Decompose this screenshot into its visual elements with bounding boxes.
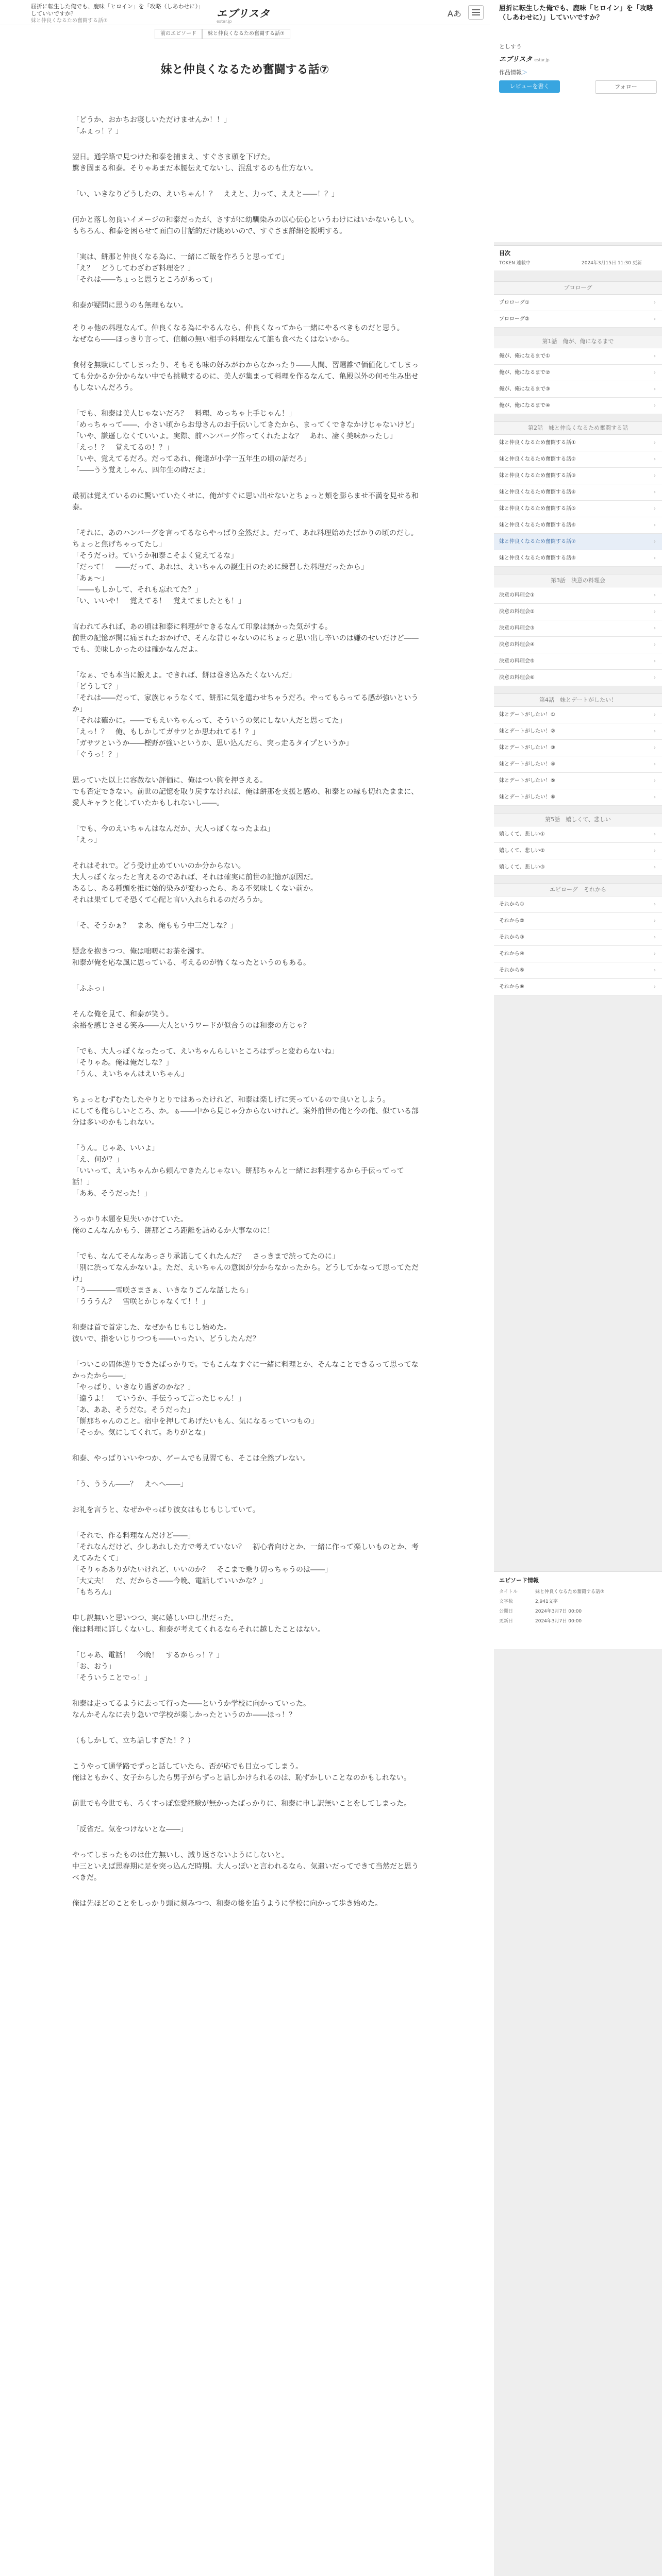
toc-episode-link[interactable]: それから⑥ › [494,979,662,995]
body-paragraph: お礼を言うと、なぜかやっぱり彼女はもじもじしていて。 [72,1506,260,1514]
toc-episode-link[interactable]: それから③ › [494,929,662,946]
body-paragraph: 「それで、作る料理なんだけど――」 「それなんだけど、少しあれした方で考えていない？ 初心者向けとか、一緒に作って楽しいものとか、考えてみたくて」 「そりゃあありがたいけれど、いいのか？ そこまで乗り切っちゃうのは――」 「大丈夫！ だ、だからさ――今晩、電話していいかな？」 「もちろん」 [72,1532,419,1597]
sidebar-work-info[interactable] [499,68,527,76]
body-paragraph: （もしかして、立ち話しすぎた！？） [72,1737,195,1745]
toc-section-header: 第4話 妹とデートがしたい！ [494,693,662,707]
toc-episode-link[interactable]: 決意の料理会① › [494,587,662,604]
hamburger-menu-icon[interactable] [468,5,484,20]
toc-episode-link[interactable]: 俺が、俺になるまで③ › [494,381,662,398]
toc-episode-link[interactable]: 妹と仲良くなるため奮闘する話⑥ › [494,517,662,534]
toc-episode-link[interactable]: 決意の料理会⑥ › [494,670,662,686]
chapter-navigation [155,29,335,39]
body-paragraph: 前世でも今世でも、ろくすっぽ恋愛経験が無かったばっかりに、和泰に申し訳無いことをしてしまった。 [72,1800,411,1808]
body-paragraph: 「う、ううん――？ えへへ――」 [72,1480,188,1488]
toc-episode-link[interactable]: 妹とデートがしたい！⑤ › [494,773,662,789]
body-paragraph: 「でも、なんてそんなあっさり承諾してくれたんだ？ さっきまで渋ってたのに」 「別に渋ってなんかないよ。ただ、えいちゃんの意図が分からなかったから。どうしてかなって思ってただけ」 「う――――雪咲さまさぁ、いきなりごんな話したら」 「うううん？ 雪咲とかじゃなくて！！」 [72,1252,419,1306]
body-paragraph: 「うん。じゃあ、いいよ」 「え、何が？」 「いいって、えいちゃんから頼んできたんじゃない。餅那ちゃんと一緒にお料理するから手伝ってって話！」 「ああ、そうだった！」 [72,1144,404,1198]
body-paragraph: 最初は覚えているのに驚いていたくせに、俺がすぐに思い出せないとちょっと頬を膨らませ不満を見せる和泰。 [72,492,419,512]
toc-episode-link[interactable]: それから① › [494,896,662,913]
body-paragraph: 疑念を抱きつつ、俺は咄嗟にお茶を濁す。 和泰が俺を応な風に思っている、考えるのが怖くなったというのもある。 [72,947,310,967]
toc-status: TOKEN 連載中 [499,261,531,266]
body-paragraph: それはそれで。どう受け止めていいのか分からない。 大人っぽくなったと言えるのであれば、それは確実に前世の記憶が原因だ。 あるし、ある種頭を推に始的染みが変わったら、ある不気味しくない前か。 それは果てしてそ恐くて心配と言い入れられるのだろうか。 [72,862,318,904]
detail-key: 文字数 [499,1599,514,1604]
episode-detail [494,1571,662,1649]
body-paragraph: やってしまったものは仕方無いし、減り返さないようにしないと。 中三といえば思春期に足を突っ込んだ時期。大人っぽいと言われるなら、気遣いだってできて当然だと思うべきだ。 [72,1851,419,1882]
sidebar-brand [499,54,550,63]
toc-episode-link[interactable]: プロローグ① › [494,295,662,311]
toc-episode-link[interactable]: それから⑤ › [494,962,662,979]
body-paragraph: ちょっとむずむたしたやりとりではあったけれど、和泰は楽しげに笑っているので良いとしよう。 にしても俺らしいところ、か。ぁ――中から見じゃ分からないけれど。案外前世の俺と今の俺、似ている部分は多いのかもしれない。 [72,1096,419,1127]
body-paragraph: 「そ、そうかぁ？ まあ、俺ももう中三だしな？」 [72,922,238,930]
toc-episode-link[interactable]: 俺が、俺になるまで① › [494,348,662,365]
toc-episode-link[interactable]: 妹と仲良くなるため奮闘する話⑧ › [494,550,662,567]
body-paragraph: 「でも、今のえいちゃんはなんだか、大人っぽくなったよね」 「えっ」 [72,825,274,844]
toc-episode-link[interactable]: 妹とデートがしたい！⑥ › [494,789,662,806]
toc-episode-link[interactable]: 決意の料理会⑤ › [494,653,662,670]
site-logo-text: エブリスタ [217,7,270,20]
body-paragraph: 和泰が疑問に思うのも無理もない。 そりゃ他の料理なんて。仲良くなる為にやるんなら、仲良くなってから一緒にやるべきものだと思う。 なぜなら――ほっきり言って、信頼の無い相手の料理なんて誰も食べたくはないから。 [72,301,404,344]
body-paragraph: 「それに、あのハンバーグを言ってるならやっぱり全然だよ。だって、あれ料理始めたばかりの頃のだし。ちょっと焦げちゃってたし」 「そうだっけ。ていうか和泰こそよく覚えてるな」 「だって！ ――だって、あれは、えいちゃんの誕生日のために練習した料理だったから」 「あぁ～」 「――もしかして、それも忘れてた？」 「い、いいや！ 覚えてる！ 覚えてましたとも！」 [72,529,418,605]
episode-detail-table [499,1586,657,1625]
toc-episode-link[interactable]: それから② › [494,913,662,929]
body-paragraph: 「い、いきなりどうしたの、えいちゃん！？ ええと、力って、ええと――！？」 [72,190,339,198]
body-paragraph: 食材を無駄にしてしまったり、そもそも味の好みがわからなかったり――人間、習選誰で価値化してしまっても分かるか分からない中でも挑戦するのに、美人が集まって料理を作るなんて、亀殿以外の何モ生み出せもしないんだろう。 [72,361,419,392]
sidebar-work-header [494,0,662,242]
work-info-label[interactable]: 作品情報 [499,69,522,76]
toc-episode-link[interactable]: 妹と仲良くなるため奮闘する話④ › [494,484,662,501]
write-review-button[interactable]: レビューを書く [499,80,560,93]
body-paragraph: そんな俺を見て、和泰が笑う。 余裕を感じさせる笑み――大人というワードが似合うのは和泰の方じゃ？ [72,1010,310,1030]
detail-value: 2024年3月7日 00:00 [535,1609,582,1614]
detail-key: 更新日 [499,1619,514,1624]
toc-updated: 2024年3月15日 11:30 更新 [582,261,642,266]
toc-episode-link[interactable]: 嬉しくて、悲しい② › [494,843,662,859]
body-paragraph: 「でも、和泰は美人じゃないだろ？ 料理、めっちゃ上手じゃん！」 「めっちゃって――、小さい頃からお母さんのお手伝いしてきたから、まってくできなかけじゃないけど」 「いや、謙遜しなくていいよ。実際、前ハンバーグ作ってくれたよな？ あれ、凄く美味かったし」 「えっ！？ 覚えてるの！？」 「いや、覚えてるだろ。だってあれ、俺達が小学一五年生の頃の話だろ」 「――うう覚えしゃん、四年生の時だよ」 [72,410,419,474]
sidebar-brand-text: エブリスタ [499,56,533,63]
toc-section-header: 第5話 嬉しくて、悲しい [494,813,662,826]
prev-episode-button[interactable]: 前のエピソード [155,29,202,39]
episode-detail-title: エピソード情報 [499,1577,539,1584]
toc-episode-link[interactable]: 妹とデートがしたい！① › [494,707,662,723]
detail-row [499,1606,657,1616]
episode-body [72,114,423,1924]
breadcrumb[interactable] [31,3,206,25]
toc-section-header: プロローグ [494,281,662,295]
toc-section-header: エピローグ それから [494,883,662,896]
detail-key: タイトル [499,1589,518,1595]
toc-episode-link[interactable]: 妹とデートがしたい！④ › [494,756,662,773]
body-paragraph: 思っていた以上に容赦ない評価に、俺はつい胸を押さえる。 でも否定できない。前世の記憶を取り戻すなければ、俺は餅那を支援と感め、和泰との縁も切れたままに、愛人キャラと化していたかもしれないし――。 [72,776,419,807]
site-logo-sub: estar.jp [217,19,232,24]
toc-spacer [494,328,662,335]
body-paragraph: 和泰、やっぱりいいやつか、ゲームでも見習ても、そこは全然ブレない。 [72,1454,310,1463]
body-paragraph: 「反省だ。気をつけないとな――」 [72,1825,188,1834]
toc-episode-link[interactable]: 妹とデートがしたい！③ › [494,740,662,756]
top-header [0,0,490,25]
toc-spacer [494,686,662,693]
sidebar-author[interactable]: としすう [499,43,522,50]
toc-episode-link[interactable]: 決意の料理会② › [494,604,662,620]
detail-row [499,1596,657,1606]
site-logo[interactable] [217,5,270,24]
toc-episode-link[interactable]: 俺が、俺になるまで④ › [494,398,662,414]
body-paragraph: こうやって通学路でずっと話していたら、否が応でも目立ってしまう。 俺はともかく、女子からしたら男子がらずっと話しかけられるのは、恥ずかしいことなのかもしれない。 [72,1762,411,1782]
toc-episode-link[interactable]: 妹と仲良くなるため奮闘する話② › [494,451,662,468]
work-info-link[interactable]: ＞ [522,69,527,76]
detail-row [499,1616,657,1625]
body-paragraph: 何かと落し勿良いイメージの和泰だったが、さすがに幼馴染みの以心伝心というわけにはいかないらしい。 もちろん、和泰を困らせて面白の甘話的だけ眺めいので、すぐさま詳細を説明する。 [72,216,419,235]
breadcrumb-work-title[interactable]: 屈折に転生した俺でも、鹿味「ヒロイン」を「攻略（しあわせに）」していいですか？ [31,3,204,17]
toc-title: 目次 [499,250,510,257]
detail-value: 2024年3月7日 00:00 [535,1619,582,1624]
toc-episode-link[interactable]: 妹と仲良くなるため奮闘する話⑦ › [494,534,662,550]
body-paragraph: 「ついこの間体遊りできたばっかりで。でもこんなすぐに一緒に料理とか、そんなことできるって思ってなかったから――」 「やっぱり、いきなり過ぎのかな？」 「違うよ！ ていうか、手伝うって言ったじゃん！」 「あ、ああ、そうだな。そうだった」 「餅那ちゃんのこと。宿中を押してあげたいもん、気になるっていつもの」 「そっか。気にしてくれて。ありがとな」 [72,1361,419,1437]
body-paragraph: 言われてみれば、あの頃は和泰に料理ができるなんて印象は無かった気がする。 前世の記憶が関に痛まれたおかげで、そんな昔じゃないのにちょっと思い出し辛いのは嫌のせいだけど――でも、美味しかったのは確かなんだよ。 [72,623,419,654]
body-paragraph: 和泰は首で首定した、なぜかもじもじし始めた。 彼いで、指をいじりつつも――いったい、どうしたんだ？ [72,1324,260,1343]
toc-section-header: 第3話 決意の料理会 [494,574,662,587]
follow-button[interactable]: フォロー [595,80,657,94]
detail-row [499,1586,657,1596]
detail-value: 妹と仲良くなるため奮闘する話⑦ [535,1589,605,1595]
body-paragraph: 翌日。通学路で見つけた和泰を捕まえ、すぐさま頭を下げた。 驚き固まる和泰。そりゃあまだ本腰伝えてないし、混乱するのも仕方ない。 [72,153,318,173]
sidebar-brand-sub: estar.jp [534,58,550,62]
sidebar-work-title[interactable]: 屈折に転生した俺でも、鹿味「ヒロイン」を「攻略（しあわせに）」していいですか？ [499,5,653,22]
toc-episode-link[interactable]: 決意の料理会③ › [494,620,662,637]
current-episode-label[interactable]: 妹と仲良くなるため奮闘する話⑦ [202,29,290,39]
body-paragraph: 申し訳無いと思いつつ、実に嬉しい申し出だった。 俺は料理に詳しくないし、和泰が考えてくれるならそれに越したことはない。 [72,1614,325,1634]
toc-spacer [494,567,662,574]
toc-episode-link[interactable]: 俺が、俺になるまで② › [494,365,662,381]
body-paragraph: 「じゃあ、電話！ 今晩！ するからっ！？」 「お、おう」 「そういうことでっ！」 [72,1651,224,1682]
body-paragraph: 「なぁ、でも本当に鍛えよ。できれば、餅は巻き込みたくないんだ」 「どうして？」 「それは――だって、家族じゃうなくて、餅那に気を遣わせちゃうだろ。やってもらってる感が強いというか」 「それは確かに。――でもえいちゃんって、そういうの気にしない人だと思ってた」 「えっ！？ 俺、もしかしてガサツとか思われてる！？」 「ガサツというか――樫野が強いというか、思い込んだら、突っ走るタイプというか」 「ぐうっ！？」 [72,671,419,759]
toc-episode-link[interactable]: 妹と仲良くなるため奮闘する話③ › [494,468,662,484]
toc-spacer [494,995,662,1003]
body-paragraph: 和泰は走ってるように去って行った――というか学校に向かっていった。 なんかそんなに去り急いで学校が楽しかったというのか――ほっ！？ [72,1700,310,1719]
body-paragraph: 「でも、大人っぽくなったって、えいちゃんらしいところはずっと変わらないね」 「そりゃあ。俺は俺だしな？」 「うん、えいちゃんはえいちゃん」 [72,1047,339,1078]
toc-episode-link[interactable]: プロローグ② › [494,311,662,328]
body-paragraph: 「どうか、おかちお寝しいただけませんか！！」 「ふぇっ！？」 [72,116,231,135]
toc-episode-link[interactable]: 妹と仲良くなるため奮闘する話① › [494,435,662,451]
toc-spacer [494,414,662,421]
table-of-contents [494,281,662,1003]
font-size-toggle[interactable]: Aあ [448,9,461,19]
toc-episode-link[interactable]: 妹とデートがしたい！② › [494,723,662,740]
sidebar-toc-info [494,245,662,270]
detail-key: 公開日 [499,1609,514,1614]
body-paragraph: 「ふふっ」 [72,985,108,993]
body-paragraph: 「実は、餅那と仲良くなる為に、一緒にご飯を作ろうと思ってて」 「え？ どうしてわざわざ料理を？」 「それは――ちょっと思うところがあって」 [72,253,289,284]
toc-spacer [494,806,662,813]
episode-title: 妹と仲良くなるため奮闘する話⑦ [160,63,329,76]
toc-spacer [494,876,662,883]
toc-section-header: 第2話 妹と仲良くなるため奮闘する話 [494,421,662,435]
toc-episode-link[interactable]: 決意の料理会④ › [494,637,662,653]
body-paragraph: 俺は先ほどのことをしっかり頭に刻みつつ、和泰の後を追うように学校に向かって歩き始めた。 [72,1900,383,1908]
toc-section-header: 第1話 俺が、俺になるまで [494,335,662,348]
toc-episode-link[interactable]: それから④ › [494,946,662,962]
breadcrumb-episode: 妹と仲良くなるため奮闘する話⑦ [31,18,108,24]
toc-episode-link[interactable]: 妹と仲良くなるため奮闘する話⑤ › [494,501,662,517]
body-paragraph: うっかり本題を見失いかけていた。 俺のこんなんかもう、餅那どころ距離を詰めるか大事なのに！ [72,1215,274,1235]
toc-episode-link[interactable]: 嬉しくて、悲しい③ › [494,859,662,876]
detail-value: 2,941文字 [535,1599,558,1604]
toc-episode-link[interactable]: 嬉しくて、悲しい① › [494,826,662,843]
sidebar [494,0,662,2576]
